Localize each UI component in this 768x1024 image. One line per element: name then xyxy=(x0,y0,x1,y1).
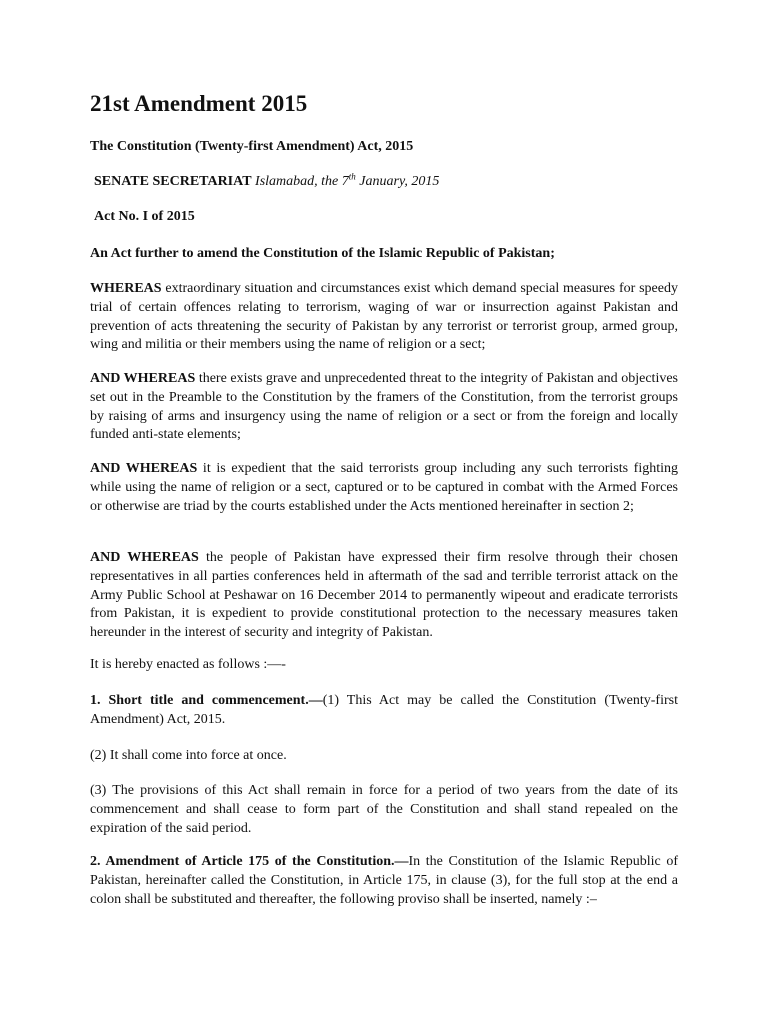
date-rest: January, 2015 xyxy=(355,174,440,189)
place-date-prefix: Islamabad, the 7 xyxy=(255,174,349,189)
whereas-paragraph-4 xyxy=(90,549,678,643)
date-suffix: th xyxy=(348,171,356,182)
whereas-text: it is expedient that the said terrorists group including any such terrorists fighting while using the name of religion or a sect, captured or to be captured in combat with the Armed Forces or otherwise are triad by the courts established under the Acts mentioned hereinafter in section 2; xyxy=(90,461,678,514)
senate-line xyxy=(94,171,440,190)
document-title: 21st Amendment 2015 xyxy=(90,91,308,116)
section-2-heading: 2. Amendment of Article 175 of the Constitution.— xyxy=(90,854,409,869)
section-1-clause-3: (3) The provisions of this Act shall remain in force for a period of two years from the date of its commencement and shall cease to form part of the Constitution and shall stand repealed on the expiration of the said period. xyxy=(90,783,678,836)
whereas-lead: WHEREAS xyxy=(90,281,162,296)
act-number: Act No. I of 2015 xyxy=(94,209,195,224)
whereas-text: extraordinary situation and circumstances exist which demand special measures for speedy trial of certain offences relating to terrorism, waging of war or insurrection against Pakistan and prevention of acts threatening the security of Pakistan by any terrorist or terrorist group, armed group, wing and militia or their members using the name of religion or a sect; xyxy=(90,281,678,353)
whereas-paragraph-2 xyxy=(90,370,678,445)
whereas-paragraph-3 xyxy=(90,460,678,516)
whereas-paragraph-1 xyxy=(90,280,678,355)
section-1-text: (1) This Act may be called the Constitution (Twenty-first Amendment) Act, 2015. xyxy=(90,693,678,727)
whereas-lead: AND WHEREAS xyxy=(90,550,199,565)
section-1-clause-2: (2) It shall come into force at once. xyxy=(90,748,287,763)
section-2 xyxy=(90,853,678,909)
act-subtitle: The Constitution (Twenty-first Amendment) Act, 2015 xyxy=(90,139,414,154)
enactment-line: It is hereby enacted as follows :—- xyxy=(90,657,286,672)
whereas-lead: AND WHEREAS xyxy=(90,461,198,476)
section-1-heading: 1. Short title and commencement.— xyxy=(90,693,323,708)
section-1 xyxy=(90,692,678,730)
whereas-text: the people of Pakistan have expressed their firm resolve through their chosen representatives in all parties conferences held in aftermath of the sad and terrible terrorist attack on the Army Public School at Peshawar on 16 December 2014 to permanently wipeout and eradicate terrorists from Pakistan, it is expedient to provide constitutional protection to the necessary measures taken hereunder in the interest of security and integrity of Pakistan. xyxy=(90,550,679,641)
place-date xyxy=(255,171,440,189)
preamble-line: An Act further to amend the Constitution of the Islamic Republic of Pakistan; xyxy=(90,246,555,261)
whereas-lead: AND WHEREAS xyxy=(90,371,196,386)
section-2-text: In the Constitution of the Islamic Republic of Pakistan, hereinafter called the Constitution, in Article 175, in clause (3), for the full stop at the end a colon shall be substituted and thereafter, the following proviso shall be inserted, namely :– xyxy=(90,854,679,907)
senate-label: SENATE SECRETARIAT xyxy=(94,174,252,189)
whereas-text: there exists grave and unprecedented threat to the integrity of Pakistan and objectives set out in the Preamble to the Constitution by the framers of the Constitution, from the terrorist groups by raising of arms and insurgency using the name of religion or a sect or from the foreign and locally funded anti-state elements; xyxy=(90,371,678,443)
